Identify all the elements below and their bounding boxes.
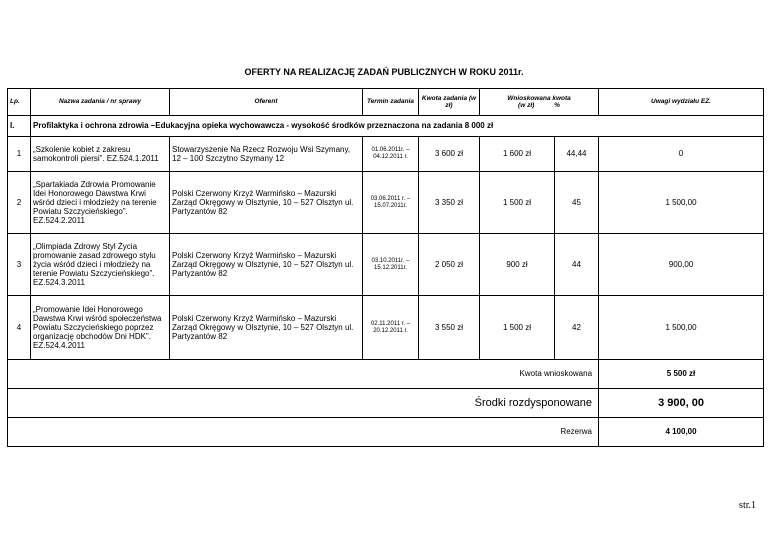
offers-table: [7, 88, 764, 447]
summary-srodki-value: 3 900, 00: [599, 389, 764, 418]
table-row: [8, 137, 764, 172]
row-oferent: Stowarzyszenie Na Rzecz Rozwoju Wsi Szymany, 12 – 100 Szczytno Szymany 12: [170, 137, 363, 172]
summary-srodki-label: Środki rozdysponowane: [8, 389, 599, 418]
row-oferent: Polski Czerwony Krzyż Warmińsko – Mazurski Zarząd Okręgowy w Olsztynie, 10 – 527 Olsztyn ul. Partyzantów 82: [170, 234, 363, 296]
row-oferent: Polski Czerwony Krzyż Warmińsko – Mazurski Zarząd Okręgowy w Olsztynie, 10 – 527 Olsztyn ul. Partyzantów 82: [170, 296, 363, 360]
row-kwota: 3 350 zł: [419, 172, 480, 234]
row-kwota: 2 050 zł: [419, 234, 480, 296]
row-nazwa: „Promowanie Idei Honorowego Dawstwa Krwi wśród społeczeństwa Powiatu Szczycieńskiego poprzez organizację obchodów Dni HDK”. EZ.524.4.2011: [31, 296, 170, 360]
row-termin: 01.06.2011r. – 04.12.2011 r.: [363, 137, 419, 172]
header-wnioskowana: [480, 89, 599, 116]
row-wnioskowana: 1 600 zł: [480, 137, 555, 172]
row-lp: 3: [8, 234, 31, 296]
row-lp: 4: [8, 296, 31, 360]
row-procent: 44: [555, 234, 599, 296]
row-lp: 1: [8, 137, 31, 172]
summary-kwota-value: 5 500 zł: [599, 360, 764, 389]
header-oferent: Oferent: [170, 89, 363, 116]
section-title: Profilaktyka i ochrona zdrowia –Edukacyjna opieka wychowawcza - wysokość środków przeznaczona na zadania 8 000 zł: [31, 116, 764, 137]
page-title: OFERTY NA REALIZACJĘ ZADAŃ PUBLICZNYCH W ROKU 2011r.: [244, 67, 524, 77]
row-wnioskowana: 1 500 zł: [480, 172, 555, 234]
row-nazwa: „Szkolenie kobiet z zakresu samokontroli piersi”. EZ.524.1.2011: [31, 137, 170, 172]
section-number: I.: [8, 116, 31, 137]
summary-row-srodki: [8, 389, 764, 418]
row-nazwa: „Olimpiada Zdrowy Styl Życia promowanie zasad zdrowego stylu życia wśród dzieci i młodzieży na terenie Powiatu Szczycieńskiego”. EZ.524.3.2011: [31, 234, 170, 296]
row-wnioskowana: 900 zł: [480, 234, 555, 296]
row-procent: 42: [555, 296, 599, 360]
header-nazwa: Nazwa zadania / nr sprawy: [31, 89, 170, 116]
row-uwagi: 1 500,00: [599, 296, 764, 360]
row-termin: 03.06.2011 r. – 15.07.2011r.: [363, 172, 419, 234]
row-wnioskowana: 1 500 zł: [480, 296, 555, 360]
table-row: [8, 172, 764, 234]
header-kwota-zadania: Kwota zadania (w zł): [419, 89, 480, 116]
row-lp: 2: [8, 172, 31, 234]
header-procent: %: [554, 102, 560, 109]
row-kwota: 3 600 zł: [419, 137, 480, 172]
row-nazwa: „Spartakiada Zdrowia Promowanie Idei Honorowego Dawstwa Krwi wśród dzieci i młodzieży na terenie Powiatu Szczycieńskiego”. EZ.524.2.2011: [31, 172, 170, 234]
summary-rezerwa-label: Rezerwa: [8, 418, 599, 447]
header-uwagi: Uwagi wydziału EZ.: [599, 89, 764, 116]
row-procent: 44,44: [555, 137, 599, 172]
header-wnioskowana-sub: (w zł): [518, 102, 535, 109]
section-row: [8, 116, 764, 137]
summary-kwota-label: Kwota wnioskowana: [8, 360, 599, 389]
header-wnioskowana-label: Wnioskowana kwota: [507, 94, 571, 102]
summary-row-rezerwa: [8, 418, 764, 447]
row-uwagi: 1 500,00: [599, 172, 764, 234]
table-row: [8, 234, 764, 296]
row-oferent: Polski Czerwony Krzyż Warmińsko – Mazurski Zarząd Okręgowy w Olsztynie, 10 – 527 Olsztyn ul. Partyzantów 82: [170, 172, 363, 234]
row-uwagi: 900,00: [599, 234, 764, 296]
page-number: str.1: [739, 500, 756, 511]
row-termin: 02.11.2011 r. – 20.12.2011 r.: [363, 296, 419, 360]
row-procent: 45: [555, 172, 599, 234]
summary-rezerwa-value: 4 100,00: [599, 418, 764, 447]
row-uwagi: 0: [599, 137, 764, 172]
table-row: [8, 296, 764, 360]
summary-row-kwota: [8, 360, 764, 389]
row-termin: 03.10.2011r. – 15.12.2011r.: [363, 234, 419, 296]
header-lp: Lp.: [8, 89, 31, 116]
row-kwota: 3 550 zł: [419, 296, 480, 360]
header-termin: Termin zadania: [363, 89, 419, 116]
table-header-row: [8, 89, 764, 116]
